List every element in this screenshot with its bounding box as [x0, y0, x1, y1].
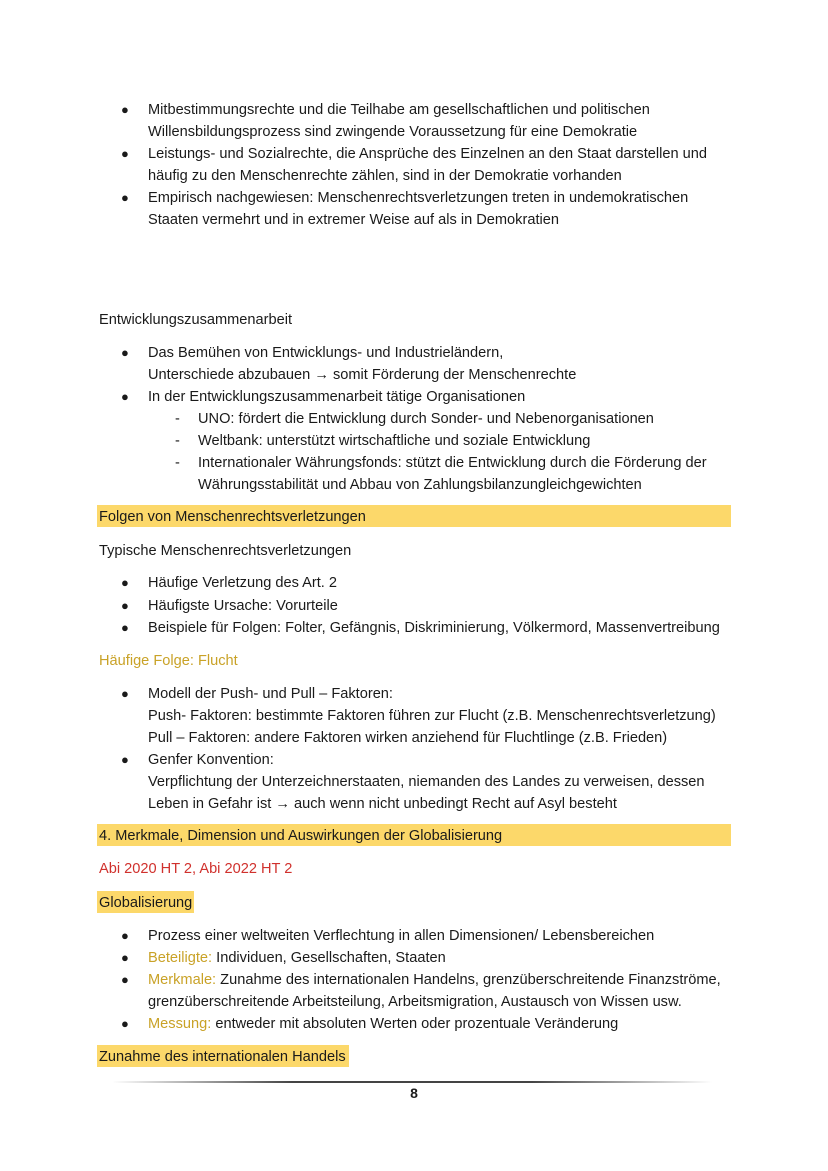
bullet-text: Häufige Verletzung des Art. 2 [148, 575, 338, 591]
bullet-text: Empirisch nachgewiesen: Menschenrechtsverletzungen treten in undemokratischen [148, 190, 689, 206]
bullet-icon: ● [121, 575, 129, 590]
bullet-icon: ● [121, 598, 129, 613]
dash-item-text: Währungsstabilität und Abbau von Zahlungsbilanzungleichgewichten [198, 477, 642, 493]
bullet-text: Leben in Gefahr ist → auch wenn nicht unbedingt Recht auf Asyl besteht [148, 796, 617, 812]
page-number: 8 [410, 1085, 418, 1101]
bullet-icon: ● [121, 950, 129, 965]
bullet-icon: ● [121, 752, 129, 767]
bullet-icon: ● [121, 345, 129, 360]
bullet-text: Beispiele für Folgen: Folter, Gefängnis, Diskriminierung, Völkermord, Massenvertreibung [148, 620, 720, 636]
abi-note: Abi 2020 HT 2, Abi 2022 HT 2 [99, 861, 293, 877]
subheading: Zunahme des internationalen Handels [99, 1049, 346, 1065]
section-heading: Folgen von Menschenrechtsverletzungen [99, 509, 366, 525]
bullet-text: Prozess einer weltweiten Verflechtung in allen Dimensionen/ Lebensbereichen [148, 928, 655, 944]
bullet-text: Pull – Faktoren: andere Faktoren wirken anziehend für Fluchtlinge (z.B. Frieden) [148, 730, 668, 746]
messung-text: entweder mit absoluten Werten oder prozentuale Veränderung [211, 1016, 619, 1032]
bullet-text: Das Bemühen von Entwicklungs- und Industrieländern, [148, 345, 504, 361]
bullet-icon: ● [121, 102, 129, 117]
bullet-icon: ● [121, 686, 129, 701]
dash-icon: - [175, 455, 180, 471]
bullet-text [148, 1014, 618, 1034]
bullet-text [148, 948, 446, 968]
dash-item-text: Weltbank: unterstützt wirtschaftliche und soziale Entwicklung [198, 433, 591, 449]
section-heading: 4. Merkmale, Dimension und Auswirkungen der Globalisierung [99, 828, 503, 844]
bullet-text: Leistungs- und Sozialrechte, die Ansprüche des Einzelnen an den Staat darstellen und [148, 146, 707, 162]
bullet-icon: ● [121, 928, 129, 943]
bullet-text: grenzüberschreitende Arbeitsteilung, Arbeitsmigration, Austausch von Wissen usw. [148, 994, 682, 1010]
bullet-icon: ● [121, 146, 129, 161]
beteiligte-text: Individuen, Gesellschaften, Staaten [212, 950, 446, 966]
dash-item-text: UNO: fördert die Entwicklung durch Sonder- und Nebenorganisationen [198, 411, 654, 427]
bullet-text: Staaten vermehrt und in extremer Weise auf als in Demokratien [148, 212, 559, 228]
dash-icon: - [175, 411, 180, 427]
merkmale-text: Zunahme des internationalen Handelns, grenzüberschreitende Finanzströme, [216, 972, 721, 988]
flucht-heading: Häufige Folge: Flucht [99, 653, 238, 669]
bullet-text: Mitbestimmungsrechte und die Teilhabe am gesellschaftlichen und politischen [148, 102, 650, 118]
bullet-icon: ● [121, 389, 129, 404]
bullet-text: Häufigste Ursache: Vorurteile [148, 598, 338, 614]
subheading: Typische Menschenrechtsverletzungen [99, 543, 352, 559]
messung-label: Messung: [148, 1016, 212, 1032]
subheading: Globalisierung [99, 895, 193, 911]
dash-item-text: Internationaler Währungsfonds: stützt die Entwicklung durch die Förderung der [198, 455, 707, 471]
bullet-icon: ● [121, 1016, 129, 1031]
bullet-text: Genfer Konvention: [148, 752, 274, 768]
bullet-text [148, 970, 721, 990]
footer-rule [112, 1081, 712, 1083]
beteiligte-label: Beteiligte: [148, 950, 213, 966]
bullet-icon: ● [121, 972, 129, 987]
merkmale-label: Merkmale: [148, 972, 217, 988]
bullet-text: Unterschiede abzubauen → somit Förderung der Menschenrechte [148, 367, 577, 383]
bullet-text: Verpflichtung der Unterzeichnerstaaten, niemanden des Landes zu verweisen, dessen [148, 774, 705, 790]
bullet-text: Push- Faktoren: bestimmte Faktoren führen zur Flucht (z.B. Menschenrechtsverletzung) [148, 708, 716, 724]
bullet-icon: ● [121, 620, 129, 635]
bullet-text: häufig zu den Menschenrechte zählen, sind in der Demokratie vorhanden [148, 168, 622, 184]
bullet-text: In der Entwicklungszusammenarbeit tätige Organisationen [148, 389, 526, 405]
dash-icon: - [175, 433, 180, 449]
section-heading: Entwicklungszusammenarbeit [99, 312, 293, 328]
bullet-text: Willensbildungsprozess sind zwingende Voraussetzung für eine Demokratie [148, 124, 638, 140]
bullet-icon: ● [121, 190, 129, 205]
bullet-text: Modell der Push- und Pull – Faktoren: [148, 686, 393, 702]
